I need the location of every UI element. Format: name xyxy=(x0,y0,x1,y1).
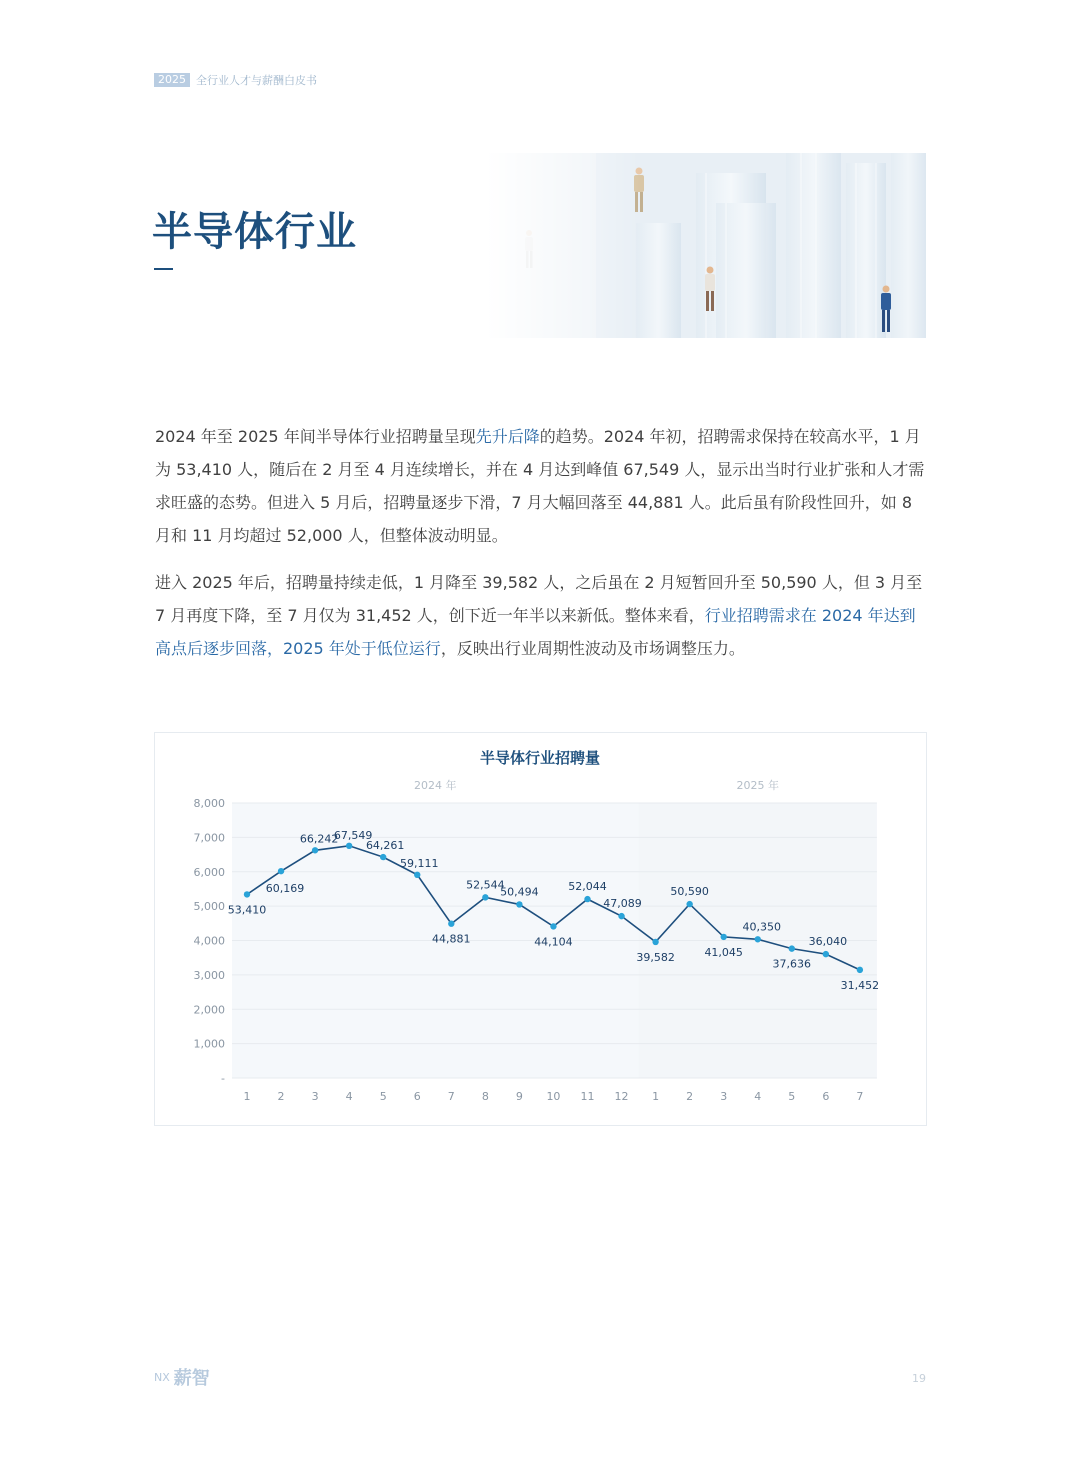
title-underline xyxy=(154,268,173,270)
x-tick-label: 5 xyxy=(788,1090,796,1103)
highlight-text: 先升后降 xyxy=(475,427,540,446)
data-label: 39,582 xyxy=(636,950,675,964)
data-point xyxy=(618,913,624,919)
data-point xyxy=(482,894,488,900)
data-label: 44,104 xyxy=(534,935,573,949)
data-label: 50,494 xyxy=(500,885,539,899)
y-tick-label: 6,000 xyxy=(193,865,225,879)
x-tick-label: 4 xyxy=(345,1090,353,1103)
x-tick-label: 4 xyxy=(754,1090,762,1103)
x-tick-label: 6 xyxy=(413,1090,421,1103)
logo-text: 薪智 xyxy=(173,1368,210,1389)
data-point xyxy=(823,951,829,957)
y-tick-label: 7,000 xyxy=(193,831,225,845)
x-tick-label: 10 xyxy=(546,1090,561,1103)
hero-figures-image xyxy=(486,153,926,338)
data-point xyxy=(789,945,795,951)
data-point xyxy=(721,934,727,940)
data-point xyxy=(244,891,250,897)
recruitment-line-chart xyxy=(155,733,926,1125)
data-label: 66,242 xyxy=(299,832,339,846)
y-tick-label: - xyxy=(221,1072,225,1085)
data-label: 44,881 xyxy=(432,932,471,946)
data-label: 40,350 xyxy=(742,920,781,934)
data-point xyxy=(516,901,522,907)
x-tick-label: 7 xyxy=(447,1090,455,1103)
data-point xyxy=(414,872,420,878)
x-tick-label: 8 xyxy=(481,1090,489,1103)
data-point xyxy=(755,936,761,942)
x-tick-label: 2 xyxy=(686,1090,694,1103)
hero-illustration xyxy=(486,153,926,338)
x-tick-label: 3 xyxy=(720,1090,728,1103)
data-label: 37,636 xyxy=(772,957,812,971)
data-label: 53,410 xyxy=(227,903,267,917)
line-chart-card xyxy=(154,732,927,1126)
data-label: 60,169 xyxy=(265,882,305,896)
data-label: 50,590 xyxy=(670,885,709,899)
body-text-run: 的趋势。2024 年初，招聘需求保持在较高水平，1 月为 53,410 人，随后在 2 月至 4 月连续增长，并在 4 月达到峰值 67,549 人，显示出当时行业扩张和人才需求旺盛的态势。但进入 5 月后，招聘量逐步下滑，7 月大幅回落至 44,881 人。此后虽有阶段性回升，如 8 月和 11 月均超过 52,000 人，但整体波动明显。 xyxy=(155,427,925,545)
data-point xyxy=(584,896,590,902)
body-text-run: 2024 年至 2025 年间半导体行业招聘量呈现 xyxy=(155,427,476,446)
body-text-run: 进入 2025 年后，招聘量持续走低，1 月降至 39,582 人，之后虽在 2 月短暂回升至 50,590 人，但 3 月至 7 月再度下降，至 7 月仅为 31,452 人，创下近一年半以来新低。整体来看， xyxy=(155,573,923,625)
x-tick-label: 1 xyxy=(243,1090,251,1103)
x-tick-label: 12 xyxy=(614,1090,629,1103)
data-label: 67,549 xyxy=(333,828,373,842)
footer-logo xyxy=(154,1364,210,1390)
x-tick-label: 7 xyxy=(856,1090,864,1103)
y-tick-label: 8,000 xyxy=(193,797,225,810)
data-point xyxy=(686,901,692,907)
x-tick-label: 2 xyxy=(277,1090,285,1103)
x-tick-label: 5 xyxy=(379,1090,387,1103)
header-year: 2025 xyxy=(154,73,190,87)
y-tick-label: 4,000 xyxy=(193,934,225,948)
period-label-2024: 2024 年 xyxy=(414,779,457,792)
highlight-text: 行业招聘需求在 2024 年达到高点后逐步回落，2025 年处于低位运行 xyxy=(155,606,916,658)
data-label: 52,544 xyxy=(466,878,505,892)
body-text-run: ，反映出行业周期性波动及市场调整压力。 xyxy=(440,639,745,658)
data-point xyxy=(857,967,863,973)
x-tick-label: 3 xyxy=(311,1090,319,1103)
page-number: 19 xyxy=(912,1372,926,1385)
data-point xyxy=(312,847,318,853)
x-tick-label: 11 xyxy=(580,1090,595,1103)
x-tick-label: 6 xyxy=(822,1090,830,1103)
data-label: 41,045 xyxy=(704,945,743,959)
paragraph-1 xyxy=(155,420,927,552)
data-label: 52,044 xyxy=(568,880,607,894)
data-label: 36,040 xyxy=(808,935,848,949)
y-tick-label: 3,000 xyxy=(193,968,225,982)
x-tick-label: 9 xyxy=(515,1090,523,1103)
x-tick-label: 1 xyxy=(652,1090,660,1103)
y-tick-label: 1,000 xyxy=(193,1037,225,1051)
period-label-2025: 2025 年 xyxy=(736,779,779,792)
data-label: 47,089 xyxy=(603,897,642,911)
paragraph-2 xyxy=(155,566,927,665)
data-label: 59,111 xyxy=(400,856,439,870)
data-point xyxy=(278,868,284,874)
data-label: 31,452 xyxy=(840,978,880,992)
data-point xyxy=(448,921,454,927)
data-point xyxy=(550,923,556,929)
section-title: 半导体行业 xyxy=(152,209,357,255)
header-title: 全行业人才与薪酬白皮书 xyxy=(196,74,317,87)
chart-title: 半导体行业招聘量 xyxy=(479,749,601,767)
y-tick-label: 5,000 xyxy=(193,900,225,914)
running-header xyxy=(154,72,317,88)
logo-mark: NX xyxy=(154,1370,170,1384)
data-point xyxy=(652,939,658,945)
data-point xyxy=(380,854,386,860)
data-point xyxy=(346,843,352,849)
data-label: 64,261 xyxy=(365,839,405,853)
y-tick-label: 2,000 xyxy=(193,1003,225,1017)
